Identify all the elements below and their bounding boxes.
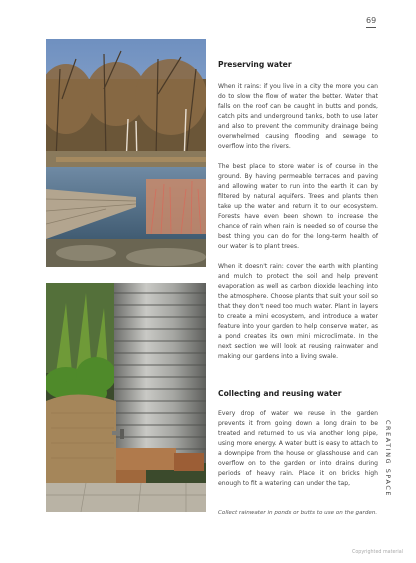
pond-photo: [46, 39, 206, 267]
body-paragraph: When it rains: if you live in a city the more you can do to slow the flow of water the better. Water that falls on the roof can be caught in butts and ponds, catch pits and underground tanks, both to use later and also to prevent the community drainage being overwhelmed causing flooding and sewage to overflow into the rivers.: [218, 83, 378, 150]
photo-caption: Collect rainwater in ponds or butts to use on the garden.: [218, 510, 378, 516]
water-tank-illustration: [46, 283, 206, 512]
pond-illustration: [46, 39, 206, 267]
water-tank-photo: [46, 283, 206, 512]
section-heading-collecting-water: Collecting and reusing water: [218, 389, 342, 398]
copyright-notice: Copyrighted material: [352, 550, 403, 555]
body-paragraph: When it doesn't rain: cover the earth with planting and mulch to protect the soil and help prevent evaporation as well as carbon dioxide leaching into the atmosphere. Choose plants that suit your soil so that they don't need too much water. Plant in layers to create a mini ecosystem, and introduce a water feature into your garden to help conserve water, as a pond creates its own mini microclimate. In the next section we will look at reusing rainwater and making our gardens into a living swale.: [218, 263, 378, 360]
body-paragraph: Every drop of water we reuse in the garden prevents it from going down a long drain to be treated and returned to us via another long pipe, using more energy. A water butt is easy to attach to a downpipe from the house or glasshouse and can overflow on to the garden or into drains during periods of heavy rain. Place it on bricks high enough to fit a watering can under the tap,: [218, 410, 378, 487]
page-number: 69: [366, 16, 376, 28]
section-heading-preserving-water: Preserving water: [218, 60, 292, 69]
chapter-side-title: CREATING SPACE: [384, 420, 392, 498]
body-paragraph: The best place to store water is of course in the ground. By having permeable terraces and paving and allowing water to run into the earth it can by filtered by natural aquifers. Trees and plants then take up the water and return it to our ecosystem. Forests have even been shown to increase the chance of rain when rain is needed so of course the best thing you can do for the long-term health of our water is to plant trees.: [218, 163, 378, 250]
